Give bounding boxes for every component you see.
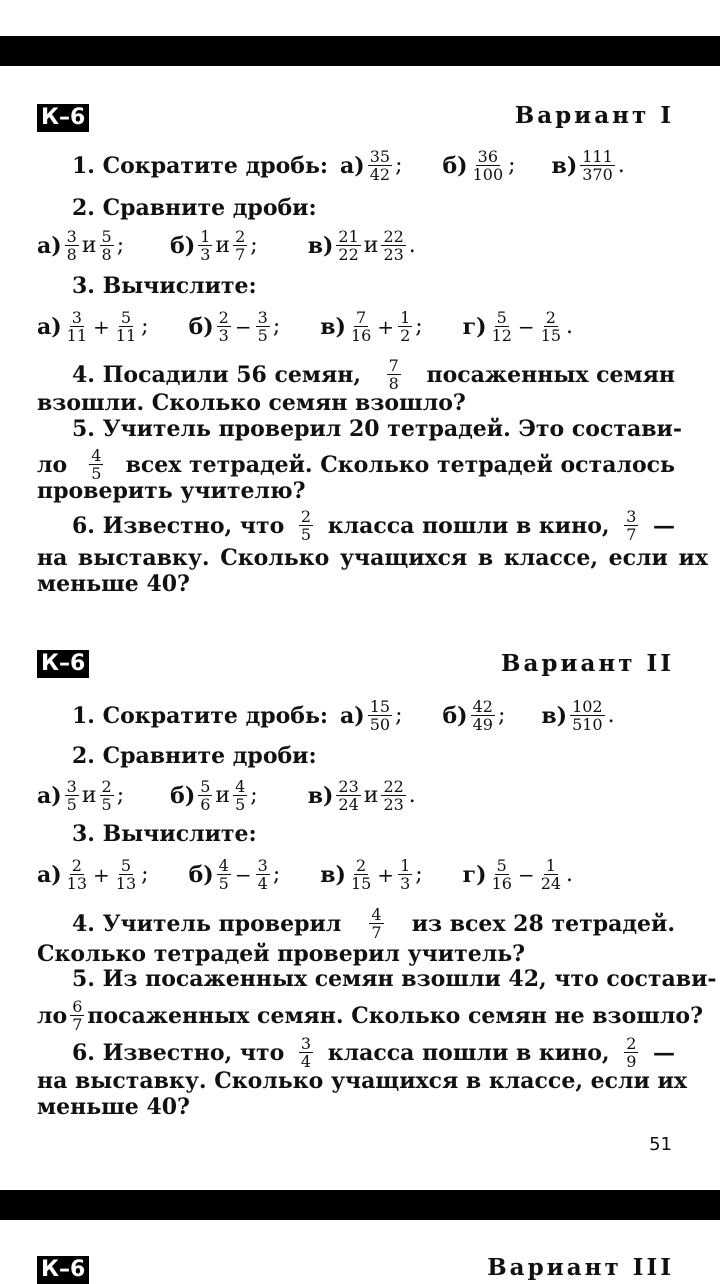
fraction: 2 9 [626,1034,637,1071]
fraction: 6 7 [72,997,83,1034]
fraction: 4 5 [218,856,229,893]
label-d: г) [462,313,487,340]
label-c: в) [320,861,346,888]
v2-q2-title: 2. Сравните дроби: [72,743,317,769]
v2-q6-line3: меньше 40? [37,1094,190,1120]
v1-q1: 1. Сократите дробь: а) 35 42 ; б) 36 100 ; в) 111 370 . [72,147,625,184]
label-a: а) [37,313,62,340]
fraction: 2 7 [235,227,246,264]
label-c: в) [320,313,346,340]
v1-q4-line2: взошли. Сколько семян взошло? [37,390,466,416]
fraction: 23 24 [338,777,359,814]
fraction: 4 5 [91,446,102,483]
fraction: 5 6 [200,777,211,814]
fraction: 4 7 [371,905,382,942]
v1-q5-line1: 5. Учитель проверил 20 тетрадей. Это состави- [72,416,682,442]
v2-q6-line2: на выставку. Сколько учащихся в классе, если их [37,1068,687,1094]
fraction: $\frac{5}{11}$ [115,308,137,345]
v1-q2-items: а) 3 8 и 5 8 ; б) 1 3 и 2 7 ; в) 21 22 и 22 23 . [37,227,416,264]
label-b: б) [170,232,196,259]
v2-q1: 1. Сократите дробь: а) 15 50 ; б) 42 49 ; в) 102 510 . [72,697,615,734]
bottom-dark-bar [0,1190,720,1220]
v1-q3-items: а) 3 11 + $\frac{5}{11}$ ; б) 2 3 − $\frac{3}{5}$ ; в) 7 16 + $\frac{1}{2}$ ; г) 5 12 − $\frac{2}{15}$ . [37,308,574,345]
v2-q4-line2: Сколько тетрадей проверил учитель? [37,941,526,967]
fraction: 2 13 [66,856,88,893]
section-label: К–6 [37,104,89,132]
fraction: $\frac{1}{24}$ [540,856,562,893]
and-word: и [81,232,97,258]
fraction: 5 12 [491,308,512,345]
fraction: $\frac{3}{4}$ [257,856,268,893]
fraction: 35 42 [369,147,391,184]
fraction: 5 8 [101,227,112,264]
section-label: К–6 [37,650,89,678]
v2-q5-line2: ло 6 7 посаженных семян. Сколько семян не взошло? [37,997,703,1034]
fraction: 36 100 [472,147,504,184]
fraction: 111 370 [582,147,613,184]
label-c: в) [307,782,334,809]
fraction: $\frac{1}{2}$ [400,308,411,345]
label-b: б) [188,313,214,340]
and-word: и [215,232,231,258]
v1-q5-line2: ло 4 5 всех тетрадей. Сколько тетрадей осталось [37,446,675,483]
and-word: и [363,232,379,258]
label-b: б) [188,861,214,888]
fraction: 42 49 [472,697,493,734]
label-b: б) [442,152,468,179]
label-d: г) [462,861,487,888]
fraction: 2 5 [300,507,312,544]
v1-q4-line1: 4. Посадили 56 семян, 7 8 посаженных семян [72,356,675,393]
fraction: 5 16 [491,856,512,893]
fraction: 22 23 [383,227,404,264]
q1-text: 1. Сократите дробь: [72,152,329,179]
top-dark-bar [0,36,720,66]
fraction: 21 22 [338,227,359,264]
label-b: б) [442,702,468,729]
page-number: 51 [649,1134,672,1155]
label-c: в) [541,702,568,729]
fraction: 4 5 [235,777,246,814]
fraction: 3 5 [66,777,77,814]
v1-q6-line3: меньше 40? [37,571,190,597]
v1-q5-line3: проверить учителю? [37,478,306,504]
label-b: б) [170,782,196,809]
label-a: а) [340,702,365,729]
variant-title: Вариант I [514,102,674,129]
section-label-next: К–6 [37,1256,89,1284]
label-c: в) [307,232,334,259]
variant-title: Вариант II [501,650,674,677]
fraction: 3 4 [300,1034,312,1071]
v1-q6-line1: 6. Известно, что 2 5 класса пошли в кино, 3 7 — [72,507,675,544]
v1-q6-line2: на выставку. Сколько учащихся в классе, если их [37,545,708,571]
fraction: 2 15 [350,856,372,893]
label-a: а) [37,782,62,809]
fraction: 3 7 [626,507,637,544]
v2-q6-line1: 6. Известно, что 3 4 класса пошли в кино, 2 9 — [72,1034,675,1071]
fraction: 3 11 [66,308,88,345]
fraction: 15 50 [369,697,391,734]
v2-q2-items: а) 3 5 и 2 5 ; б) 5 6 и 4 5 ; в) 23 24 и 22 23 . [37,777,416,814]
v1-q3-title [72,272,675,300]
v2-q3-items: а) 2 13 + $\frac{5}{13}$ ; б) 4 5 − $\frac{3}{4}$ ; в) 2 15 + $\frac{1}{3}$ ; г) 5 16 − $\frac{1}{24}$ . [37,856,574,893]
fraction: $\frac{2}{15}$ [540,308,562,345]
variant-title-next: Вариант III [487,1254,674,1281]
fraction: 7 16 [350,308,372,345]
v1-q2-title [72,194,675,222]
textbook-page [0,66,720,1190]
fraction: 2 5 [101,777,112,814]
fraction: 1 3 [200,227,211,264]
fraction: 2 3 [218,308,229,345]
q2-text: 2. Сравните дроби: [72,195,317,221]
fraction: $\frac{5}{13}$ [115,856,137,893]
fraction: $\frac{1}{3}$ [400,856,411,893]
label-a: а) [37,232,62,259]
fraction: $\frac{3}{5}$ [257,308,268,345]
v2-q4-line1: 4. Учитель проверил 4 7 из всех 28 тетрадей. [72,905,675,942]
fraction: 3 8 [66,227,77,264]
fraction: 22 23 [383,777,404,814]
q3-text: 3. Вычислите: [72,273,257,299]
v2-q3-title: 3. Вычислите: [72,821,257,847]
v2-q5-line1: 5. Из посаженных семян взошли 42, что состави- [72,966,717,992]
label-a: а) [340,152,365,179]
label-a: а) [37,861,62,888]
label-c: в) [551,152,578,179]
fraction: 102 510 [572,697,603,734]
fraction: 7 8 [388,356,399,393]
